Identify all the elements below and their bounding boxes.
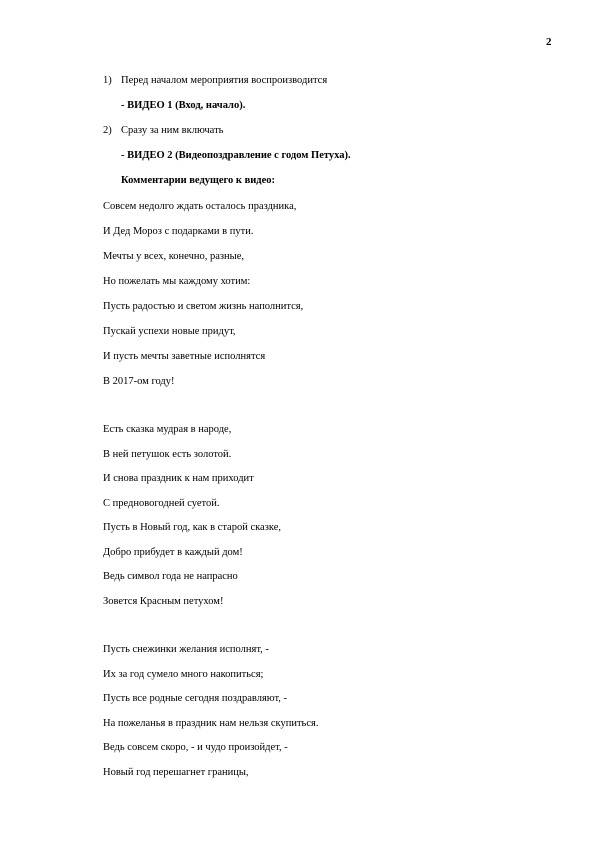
step-1-number: 1) [103,75,112,86]
poem-line: Их за год сумело много накопиться; [103,669,264,680]
poem-line: Но пожелать мы каждому хотим: [103,276,251,287]
poem-line: И снова праздник к нам приходит [103,473,254,484]
poem-line: Пусть снежинки желания исполнят, - [103,644,269,655]
poem-line: Есть сказка мудрая в народе, [103,424,232,435]
poem-line: Совсем недолго ждать осталось праздника, [103,201,297,212]
poem-line: Новый год перешагнет границы, [103,767,249,778]
step-1-video: - ВИДЕО 1 (Вход, начало). [121,100,246,111]
step-2-number: 2) [103,125,112,136]
poem-line: Ведь совсем скоро, - и чудо произойдет, - [103,742,288,753]
page-number: 2 [546,36,552,48]
poem-line: В ней петушок есть золотой. [103,449,232,460]
instruction-step-2 [103,124,223,137]
poem-line: Мечты у всех, конечно, разные, [103,251,244,262]
poem-line: И Дед Мороз с подарками в пути. [103,226,254,237]
step-1-text: Перед началом мероприятия воспроизводится [121,75,328,86]
poem-line: На пожеланья в праздник нам нельзя скупиться. [103,718,319,729]
poem-line: И пусть мечты заветные исполнятся [103,351,266,362]
poem-line: Ведь символ года не напрасно [103,571,238,582]
poem-line: С предновогодней суетой. [103,498,220,509]
step-2-text: Сразу за ним включать [121,125,224,136]
instruction-step-1 [103,74,327,87]
poem-line: Пусть в Новый год, как в старой сказке, [103,522,281,533]
poem-line: Добро прибудет в каждый дом! [103,547,243,558]
step-2-video: - ВИДЕО 2 (Видеопоздравление с годом Петуха). [121,150,351,161]
poem-line: Зовется Красным петухом! [103,596,224,607]
poem-line: Пускай успехи новые придут, [103,326,236,337]
poem-line: В 2017-ом году! [103,376,175,387]
poem-line: Пусть радостью и светом жизнь наполнится, [103,301,304,312]
comments-heading: Комментарии ведущего к видео: [121,175,276,186]
poem-line: Пусть все родные сегодня поздравляют, - [103,693,288,704]
